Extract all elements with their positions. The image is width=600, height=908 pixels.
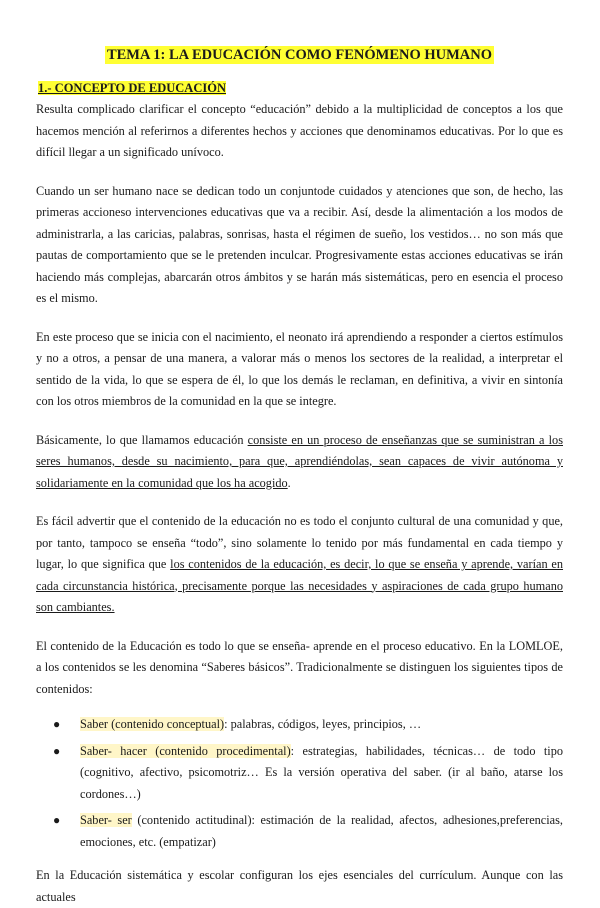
list-item-label: Saber- hacer (contenido procedimental): [80, 743, 291, 758]
bullet-icon: ●: [53, 813, 61, 827]
paragraph-5: [36, 511, 563, 619]
content-types-list: [36, 714, 563, 853]
document-page: [36, 0, 563, 908]
list-item-text: : palabras, códigos, leyes, principios, …: [224, 717, 422, 731]
paragraph-2: Cuando un ser humano nace se dedican todo un conjuntode cuidados y atenciones que son, de hecho, las primeras accioneso intervenciones educativas que va a recibir. Así, desde la alimentación a los modos de administrarla, a las caricias, palabras, sonrisas, hasta el régimen de sueño, los vestidos… no son más que pautas de comportamiento que se le pretenden inculcar. Progresivamente estas acciones educativas se irán haciendo más complejas, abarcarán otros ámbitos y se harán más sistemáticas, pero en esencia el proceso es el mismo.: [36, 183, 563, 305]
paragraph-4-underlined: consiste en un proceso de enseñanzas que se suministran a los seres humanos, desde su nacimiento, para que, aprendiéndolas, sean capaces de vivir autónoma y solidariamente en la comunidad que los ha acogido: [36, 432, 563, 490]
paragraph-5-underlined: los contenidos de la educación, es decir, lo que se enseña y aprende, varían en cada circunstancia histórica, precisamente porque las necesidades y aspiraciones de cada grupo humano son cambiantes.: [36, 557, 564, 614]
paragraph-4: [36, 430, 563, 495]
paragraph-1: Resulta complicado clarificar el concepto “educación” debido a la multiplicidad de conceptos a los que hacemos mención al referirnos a diferentes hechos y acciones que denominamos educativas. Por lo que es difícil llegar a un significado unívoco.: [36, 102, 563, 159]
paragraph-6: El contenido de la Educación es todo lo que se enseña- aprende en el proceso educativo. En la LOMLOE, a los contenidos se les denomina “Saberes básicos”. Tradicionalmente se distinguen los siguientes tipos de contenidos:: [36, 638, 563, 696]
paragraph-7: En la Educación sistemática y escolar configuran los ejes esenciales del currículum. Aunque con las actuales: [36, 868, 563, 904]
title-row: [36, 46, 563, 68]
section-heading: [38, 81, 563, 96]
list-item-text: (contenido actitudinal): estimación de la realidad, afectos, adhesiones,preferencias, emociones, etc. (empatizar): [80, 813, 563, 849]
list-item-label: Saber- ser: [80, 813, 132, 827]
list-item-label: Saber (contenido conceptual): [80, 717, 225, 731]
document-title: TEMA 1: LA EDUCACIÓN COMO FENÓMENO HUMANO: [106, 47, 493, 63]
paragraph-4-end: .: [287, 475, 291, 490]
list-item-text: : estrategias, habilidades, técnicas… de todo tipo (cognitivo, afectivo, psicomotriz… Es la versión operativa del saber. (ir al baño, atarse los cordones…): [80, 743, 564, 801]
list-item: [36, 741, 563, 806]
paragraph-4-text: Básicamente, lo que llamamos educación: [36, 432, 248, 447]
section-heading-text: 1.- CONCEPTO DE EDUCACIÓN: [38, 81, 226, 95]
bullet-icon: ●: [53, 717, 61, 731]
paragraph-5-text: Es fácil advertir que el contenido de la educación no es todo el conjunto cultural de una comunidad y que, por tanto, tampoco se enseña “todo”, sino solamente lo tenido por más fundamental en cada tiempo y lugar, lo que significa que: [36, 514, 563, 571]
list-item: [36, 810, 563, 853]
bullet-icon: ●: [53, 743, 61, 758]
list-item: [36, 714, 563, 736]
paragraph-3: En este proceso que se inicia con el nacimiento, el neonato irá aprendiendo a responder a ciertos estímulos y no a otros, a pensar de una manera, a valorar más o menos los sectores de la realidad, a interpretar el sentido de la vida, lo que se espera de él, lo que los demás le reclaman, en definitiva, a vivir en sintonía con los otros miembros de la comunidad en la que se integre.: [36, 329, 563, 408]
